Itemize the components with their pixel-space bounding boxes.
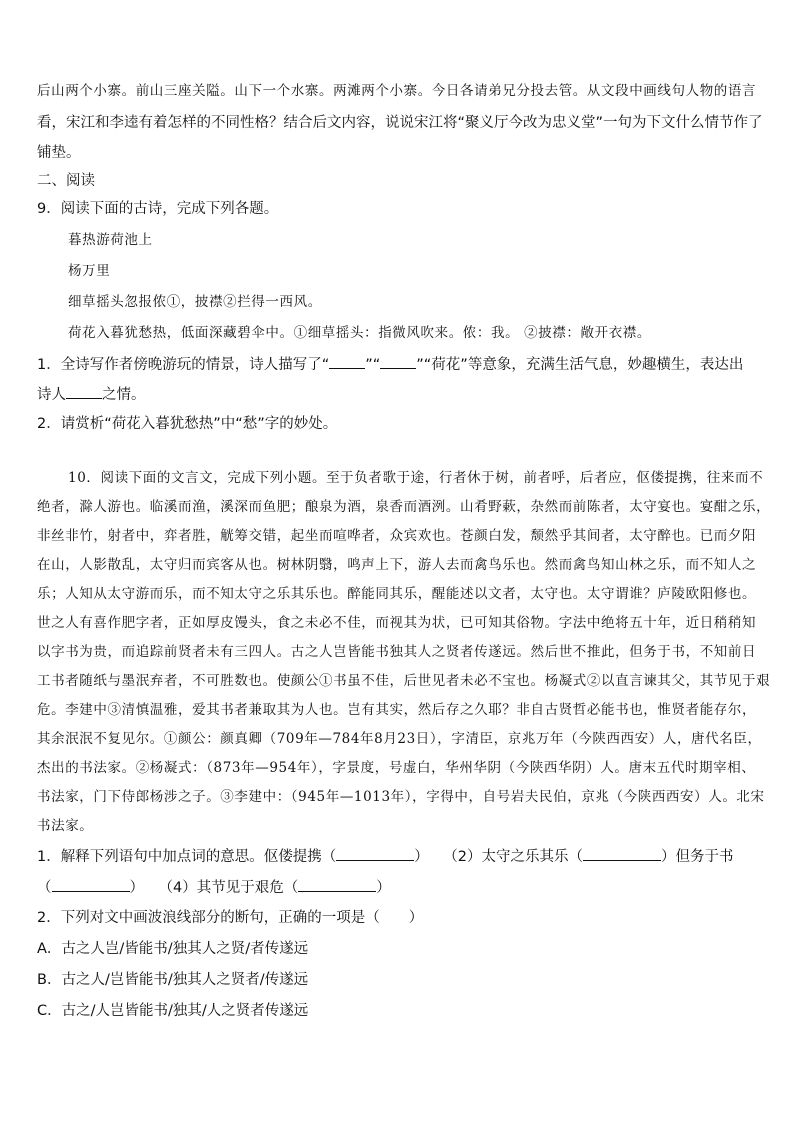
q10-passage-line-9: 危。李建中③清慎温雅，爱其书者兼取其为人也。岂有其实，然后存之久耶？非自古贤哲必能书也，惟贤者能存尔，: [37, 702, 757, 718]
q9-sub1-text-e: 之情。: [102, 387, 146, 403]
q10-passage-line-8: 工书者随纸与墨泯弃者，不可胜数也。使颜公①书虽不佳，后世见者未必不宝也。杨凝式②以直言谏其父，其节见于艰: [37, 673, 771, 689]
poem-author: 杨万里: [68, 263, 111, 279]
q8-text-line-2: 看，宋江和李逵有着怎样的不同性格？结合后文内容，说说宋江将“聚义厅今改为忠义堂”一句为下文什么情节作了: [37, 115, 763, 131]
q9-sub1-line-1: [37, 354, 743, 375]
q10-passage-line-4: 在山，人影散乱，太守归而宾客从也。树林阴翳，鸣声上下，游人去而禽鸟乐也。然而禽鸟知山林之乐，而不知人之: [37, 557, 757, 573]
q10-passage-line-7: 以字书为贵，而追踪前贤者未有三四人。古之人岂皆能书独其人之贤者传遂远。然后世不推此，但务于书，不知前日: [37, 644, 757, 660]
q8-text-line-3: 铺垫。: [37, 145, 81, 161]
q10-passage-line-11: 杰出的书法家。②杨凝式：（873年—954年），字景度，号虚白，华州华阴（今陕西华阴）人。唐末五代时期宰相、: [37, 760, 756, 776]
q9-sub1-line-2: [37, 384, 146, 405]
q10-sub1-text-e: ） （4）其节见于艰危（: [129, 880, 299, 896]
answer-blank[interactable]: [52, 877, 130, 892]
q10-passage-line-1: 10．阅读下面的文言文，完成下列小题。至于负者歌于途，行者休于树，前者呼，后者应，伛偻提携，往来而不: [68, 470, 764, 486]
q10-passage-line-12: 书法家，门下侍郎杨涉之子。③李建中：（945年—1013年），字得中，自号岩夫民伯，京兆（今陕西西安）人。北宋: [37, 789, 765, 805]
q9-sub1-text-a: 1．全诗写作者傍晚游玩的情景，诗人描写了“: [37, 357, 330, 373]
option-c[interactable]: C．古之/人岂皆能书/独其/人之贤者传遂远: [37, 1003, 309, 1019]
poem-line-1: 细草摇头忽报侬①，披襟②拦得一西风。: [68, 294, 322, 310]
q9-sub1-text-b: ”“: [365, 357, 381, 373]
q10-sub1-line-1: [37, 846, 733, 867]
q10-sub1-text-a: 1．解释下列语句中加点词的意思。伛偻提携（: [37, 849, 337, 865]
q10-sub1-text-b: ） （2）太守之乐其乐（: [414, 849, 583, 865]
q10-passage-line-6: 世之人有喜作肥字者，正如厚皮馒头，食之未必不佳，而视其为状，已可知其俗物。字法中绝将五十年，近日稍稍知: [37, 615, 757, 631]
q8-text-line-1: 后山两个小寨。前山三座关隘。山下一个水寨。两滩两个小寨。今日各请弟兄分投去管。从文段中画线句人物的语言: [37, 83, 757, 99]
answer-blank[interactable]: [66, 384, 102, 399]
answer-blank[interactable]: [329, 354, 365, 369]
q10-sub2: 2．下列对文中画波浪线部分的断句，正确的一项是（ ）: [37, 910, 424, 926]
section-heading: 二、阅读: [37, 173, 95, 189]
q9-sub1-text-c: ”“荷花”等意象，充满生活气息，妙趣横生，表达出: [416, 357, 744, 373]
answer-blank[interactable]: [583, 846, 661, 861]
q10-sub1-line-2: [37, 877, 391, 898]
q10-sub1-text-d: （: [37, 880, 52, 896]
q10-passage-line-5: 乐；人知从太守游而乐，而不知太守之乐其乐也。醉能同其乐，醒能述以文者，太守也。太守谓谁？庐陵欧阳修也。: [37, 586, 757, 602]
answer-blank[interactable]: [380, 354, 416, 369]
option-b[interactable]: B．古之人/岂皆能书/独其人之贤者/传遂远: [37, 972, 309, 988]
answer-blank[interactable]: [336, 846, 414, 861]
poem-title: 暮热游荷池上: [68, 232, 153, 248]
option-a[interactable]: A．古之人岂/皆能书/独其人之贤/者传遂远: [37, 941, 309, 957]
q10-passage-line-10: 其余泯泯不复见尔。①颜公：颜真卿（709年—784年8月23日），字清臣，京兆万年（今陕西西安）人，唐代名臣，: [37, 731, 762, 747]
q9-prompt: 9．阅读下面的古诗，完成下列各题。: [37, 201, 279, 217]
q10-passage-line-2: 绝者，滁人游也。临溪而渔，溪深而鱼肥；酿泉为酒，泉香而酒洌。山肴野蔌，杂然而前陈者，太守宴也。宴酣之乐，: [37, 499, 771, 515]
poem-line-2-notes: 荷花入暮犹愁热，低面深藏碧伞中。①细草摇头：指微风吹来。侬：我。 ②披襟：敞开衣襟。: [68, 325, 651, 341]
q10-passage-line-13: 书法家。: [37, 818, 94, 834]
q10-sub1-text-c: ）但务于书: [660, 849, 734, 865]
q10-passage-line-3: 非丝非竹，射者中，弈者胜，觥筹交错，起坐而喧哗者，众宾欢也。苍颜白发，颓然乎其间者，太守醉也。已而夕阳: [37, 528, 757, 544]
answer-blank[interactable]: [298, 877, 376, 892]
q9-sub1-text-d: 诗人: [37, 387, 66, 403]
q9-sub2: 2．请赏析“荷花入暮犹愁热”中“愁”字的妙处。: [37, 416, 338, 432]
q10-sub1-text-f: ）: [376, 880, 391, 896]
